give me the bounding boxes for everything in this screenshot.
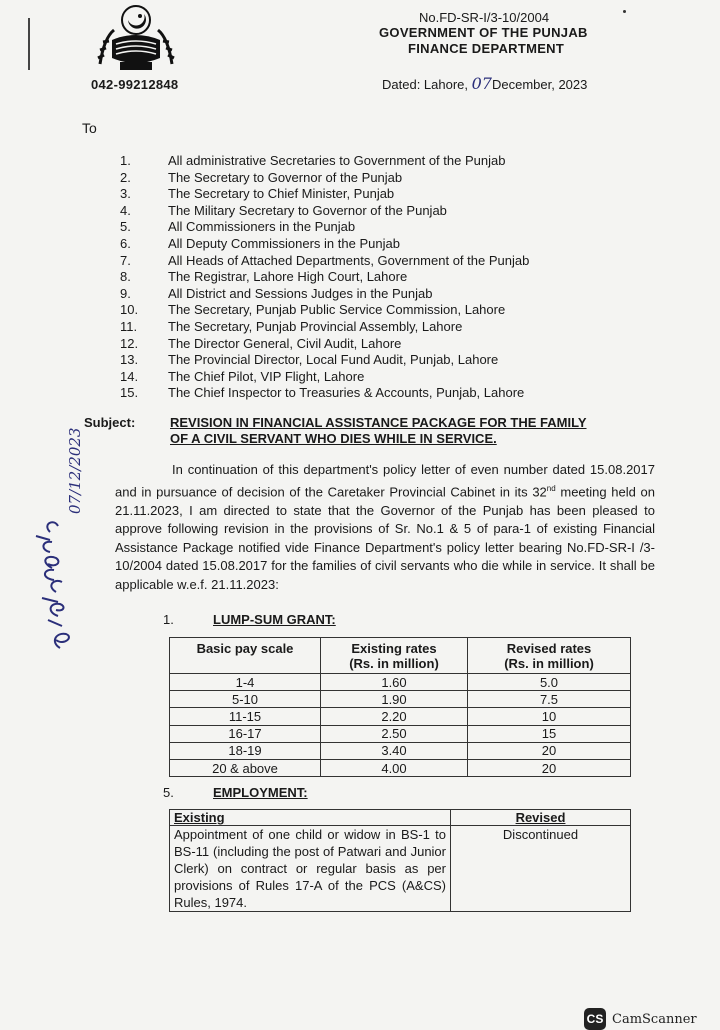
item-number: 5.	[120, 219, 131, 235]
list-item	[120, 253, 529, 270]
item-number: 15.	[120, 385, 139, 401]
cell-revised: 10	[468, 708, 631, 725]
cell-revised: 15	[468, 725, 631, 742]
cell-revised: 5.0	[468, 674, 631, 691]
header-line: Existing rates	[351, 641, 437, 656]
punjab-government-emblem	[92, 2, 180, 72]
item-text: The Registrar, Lahore High Court, Lahore	[168, 269, 408, 285]
body-superscript: nd	[546, 483, 556, 493]
speck	[623, 10, 626, 13]
item-number: 12.	[120, 335, 139, 351]
list-item	[120, 302, 529, 319]
list-item	[120, 336, 529, 353]
item-number: 7.	[120, 252, 131, 268]
list-item	[120, 186, 529, 203]
section-5-number: 5.	[163, 785, 174, 800]
cell-revised: 7.5	[468, 691, 631, 708]
list-item	[120, 269, 529, 286]
date-prefix: Dated: Lahore,	[382, 77, 472, 92]
item-text: All Deputy Commissioners in the Punjab	[168, 235, 400, 251]
header-existing: Existing	[170, 810, 451, 826]
department-title: FINANCE DEPARTMENT	[408, 41, 565, 56]
header-existing-rates	[321, 638, 468, 674]
item-number: 14.	[120, 368, 139, 384]
table-row	[170, 826, 631, 912]
table-row	[170, 691, 631, 708]
cell-existing: 3.40	[321, 742, 468, 759]
item-text: The Director General, Civil Audit, Lahore	[168, 335, 402, 351]
item-number: 11.	[120, 318, 138, 334]
cell-scale: 18-19	[170, 742, 321, 759]
header-line: (Rs. in million)	[504, 656, 594, 671]
table-row	[170, 725, 631, 742]
list-item	[120, 236, 529, 253]
signature-date: 07/12/2023	[66, 427, 84, 514]
item-number: 6.	[120, 235, 131, 251]
cell-revised: 20	[468, 759, 631, 776]
to-label: To	[82, 120, 97, 136]
list-item	[120, 203, 529, 220]
cell-existing: 2.50	[321, 725, 468, 742]
item-number: 1.	[120, 153, 131, 168]
item-text: The Military Secretary to Governor of the Punjab	[168, 202, 447, 218]
item-text: The Secretary, Punjab Provincial Assembly, Lahore	[168, 318, 463, 334]
item-text: The Secretary to Chief Minister, Punjab	[168, 186, 395, 202]
item-text: All Commissioners in the Punjab	[168, 219, 356, 235]
subject-text	[170, 415, 640, 447]
item-number: 10.	[120, 302, 139, 318]
list-item	[120, 385, 529, 402]
item-number: 4.	[120, 202, 131, 218]
camscanner-logo: CS	[584, 1008, 606, 1030]
header-revised: Revised	[451, 810, 631, 826]
table-row	[170, 759, 631, 776]
subject-line-2: OF A CIVIL SERVANT WHO DIES WHILE IN SERVICE.	[170, 431, 497, 446]
item-number: 13.	[120, 352, 139, 368]
cell-existing-text: Appointment of one child or widow in BS-1 to BS-11 (including the post of Patwari and Junior Clerk) on contract or regular basis as per provisions of Rules 17-A of the PCS (A&CS) Rules, 1974.	[170, 826, 451, 912]
table-header-row	[170, 638, 631, 674]
employment-table	[169, 809, 631, 912]
header-line: Revised rates	[506, 641, 592, 656]
reference-number: No.FD-SR-I/3-10/2004	[419, 10, 550, 25]
table-row	[170, 674, 631, 691]
table-row	[170, 708, 631, 725]
cell-scale: 11-15	[170, 708, 321, 725]
table-row	[170, 742, 631, 759]
section-1-title: LUMP-SUM GRANT:	[213, 612, 336, 627]
list-item	[120, 170, 529, 187]
subject-line-1: REVISION IN FINANCIAL ASSISTANCE PACKAGE FOR THE FAMILY	[170, 415, 587, 430]
cell-revised: 20	[468, 742, 631, 759]
subject-label: Subject:	[84, 415, 136, 430]
cell-revised-text: Discontinued	[451, 826, 631, 912]
header-line: (Rs. in million)	[349, 656, 439, 671]
body-paragraph	[115, 461, 655, 594]
section-1-number: 1.	[163, 612, 174, 627]
body-part-1: In continuation of this department's policy letter of even number dated 15.08.2017 and in pursuance of decision of the Caretaker Provincial Cabinet in its 32	[115, 462, 655, 499]
recipient-list	[120, 153, 529, 402]
item-number: 9.	[120, 285, 131, 301]
list-item	[120, 286, 529, 303]
header-revised-rates	[468, 638, 631, 674]
margin-mark	[28, 18, 30, 70]
list-item	[120, 153, 529, 170]
cell-existing: 4.00	[321, 759, 468, 776]
item-number: 8.	[120, 269, 131, 285]
cell-scale: 1-4	[170, 674, 321, 691]
item-number: 2.	[120, 169, 131, 185]
handwritten-signature	[28, 420, 88, 650]
item-text: The Chief Inspector to Treasuries & Accounts, Punjab, Lahore	[168, 385, 525, 401]
item-text: All District and Sessions Judges in the Punjab	[168, 285, 433, 301]
cell-scale: 16-17	[170, 725, 321, 742]
letter-date	[382, 74, 587, 93]
table-header-row	[170, 810, 631, 826]
phone-number: 042-99212848	[91, 77, 179, 92]
item-text: The Provincial Director, Local Fund Audit, Punjab, Lahore	[168, 352, 499, 368]
cell-scale: 5-10	[170, 691, 321, 708]
date-suffix: December, 2023	[491, 77, 588, 92]
body-part-2: meeting held on 21.11.2023, I am directed to state that the Governor of the Punjab has been pleased to approve following revision in the provisions of Sr. No.1 & 5 of para-1 of existing Financial Assistance Package notified vide Finance Department's policy letter bearing No.FD-SR-I /3-10/2004 dated 15.08.2017 for the families of civil servants who die while in service. It shall be applicable w.e.f. 21.11.2023:	[115, 483, 655, 592]
cell-scale: 20 & above	[170, 759, 321, 776]
cell-existing: 2.20	[321, 708, 468, 725]
list-item	[120, 352, 529, 369]
government-title: GOVERNMENT OF THE PUNJAB	[379, 25, 588, 40]
header-basic-pay-scale: Basic pay scale	[170, 638, 321, 674]
item-text: The Chief Pilot, VIP Flight, Lahore	[168, 368, 365, 384]
list-item	[120, 219, 529, 236]
item-text: All administrative Secretaries to Government of the Punjab	[168, 153, 506, 168]
item-text: The Secretary to Governor of the Punjab	[168, 169, 403, 185]
cell-existing: 1.90	[321, 691, 468, 708]
lump-sum-grant-table	[169, 637, 631, 777]
item-number: 3.	[120, 186, 131, 202]
list-item	[120, 369, 529, 386]
item-text: All Heads of Attached Departments, Government of the Punjab	[168, 252, 530, 268]
section-5-title: EMPLOYMENT:	[213, 785, 308, 800]
date-day-handwritten: 07	[471, 74, 492, 93]
cell-existing: 1.60	[321, 674, 468, 691]
list-item	[120, 319, 529, 336]
camscanner-label: CamScanner	[612, 1012, 697, 1027]
item-text: The Secretary, Punjab Public Service Commission, Lahore	[168, 302, 506, 318]
